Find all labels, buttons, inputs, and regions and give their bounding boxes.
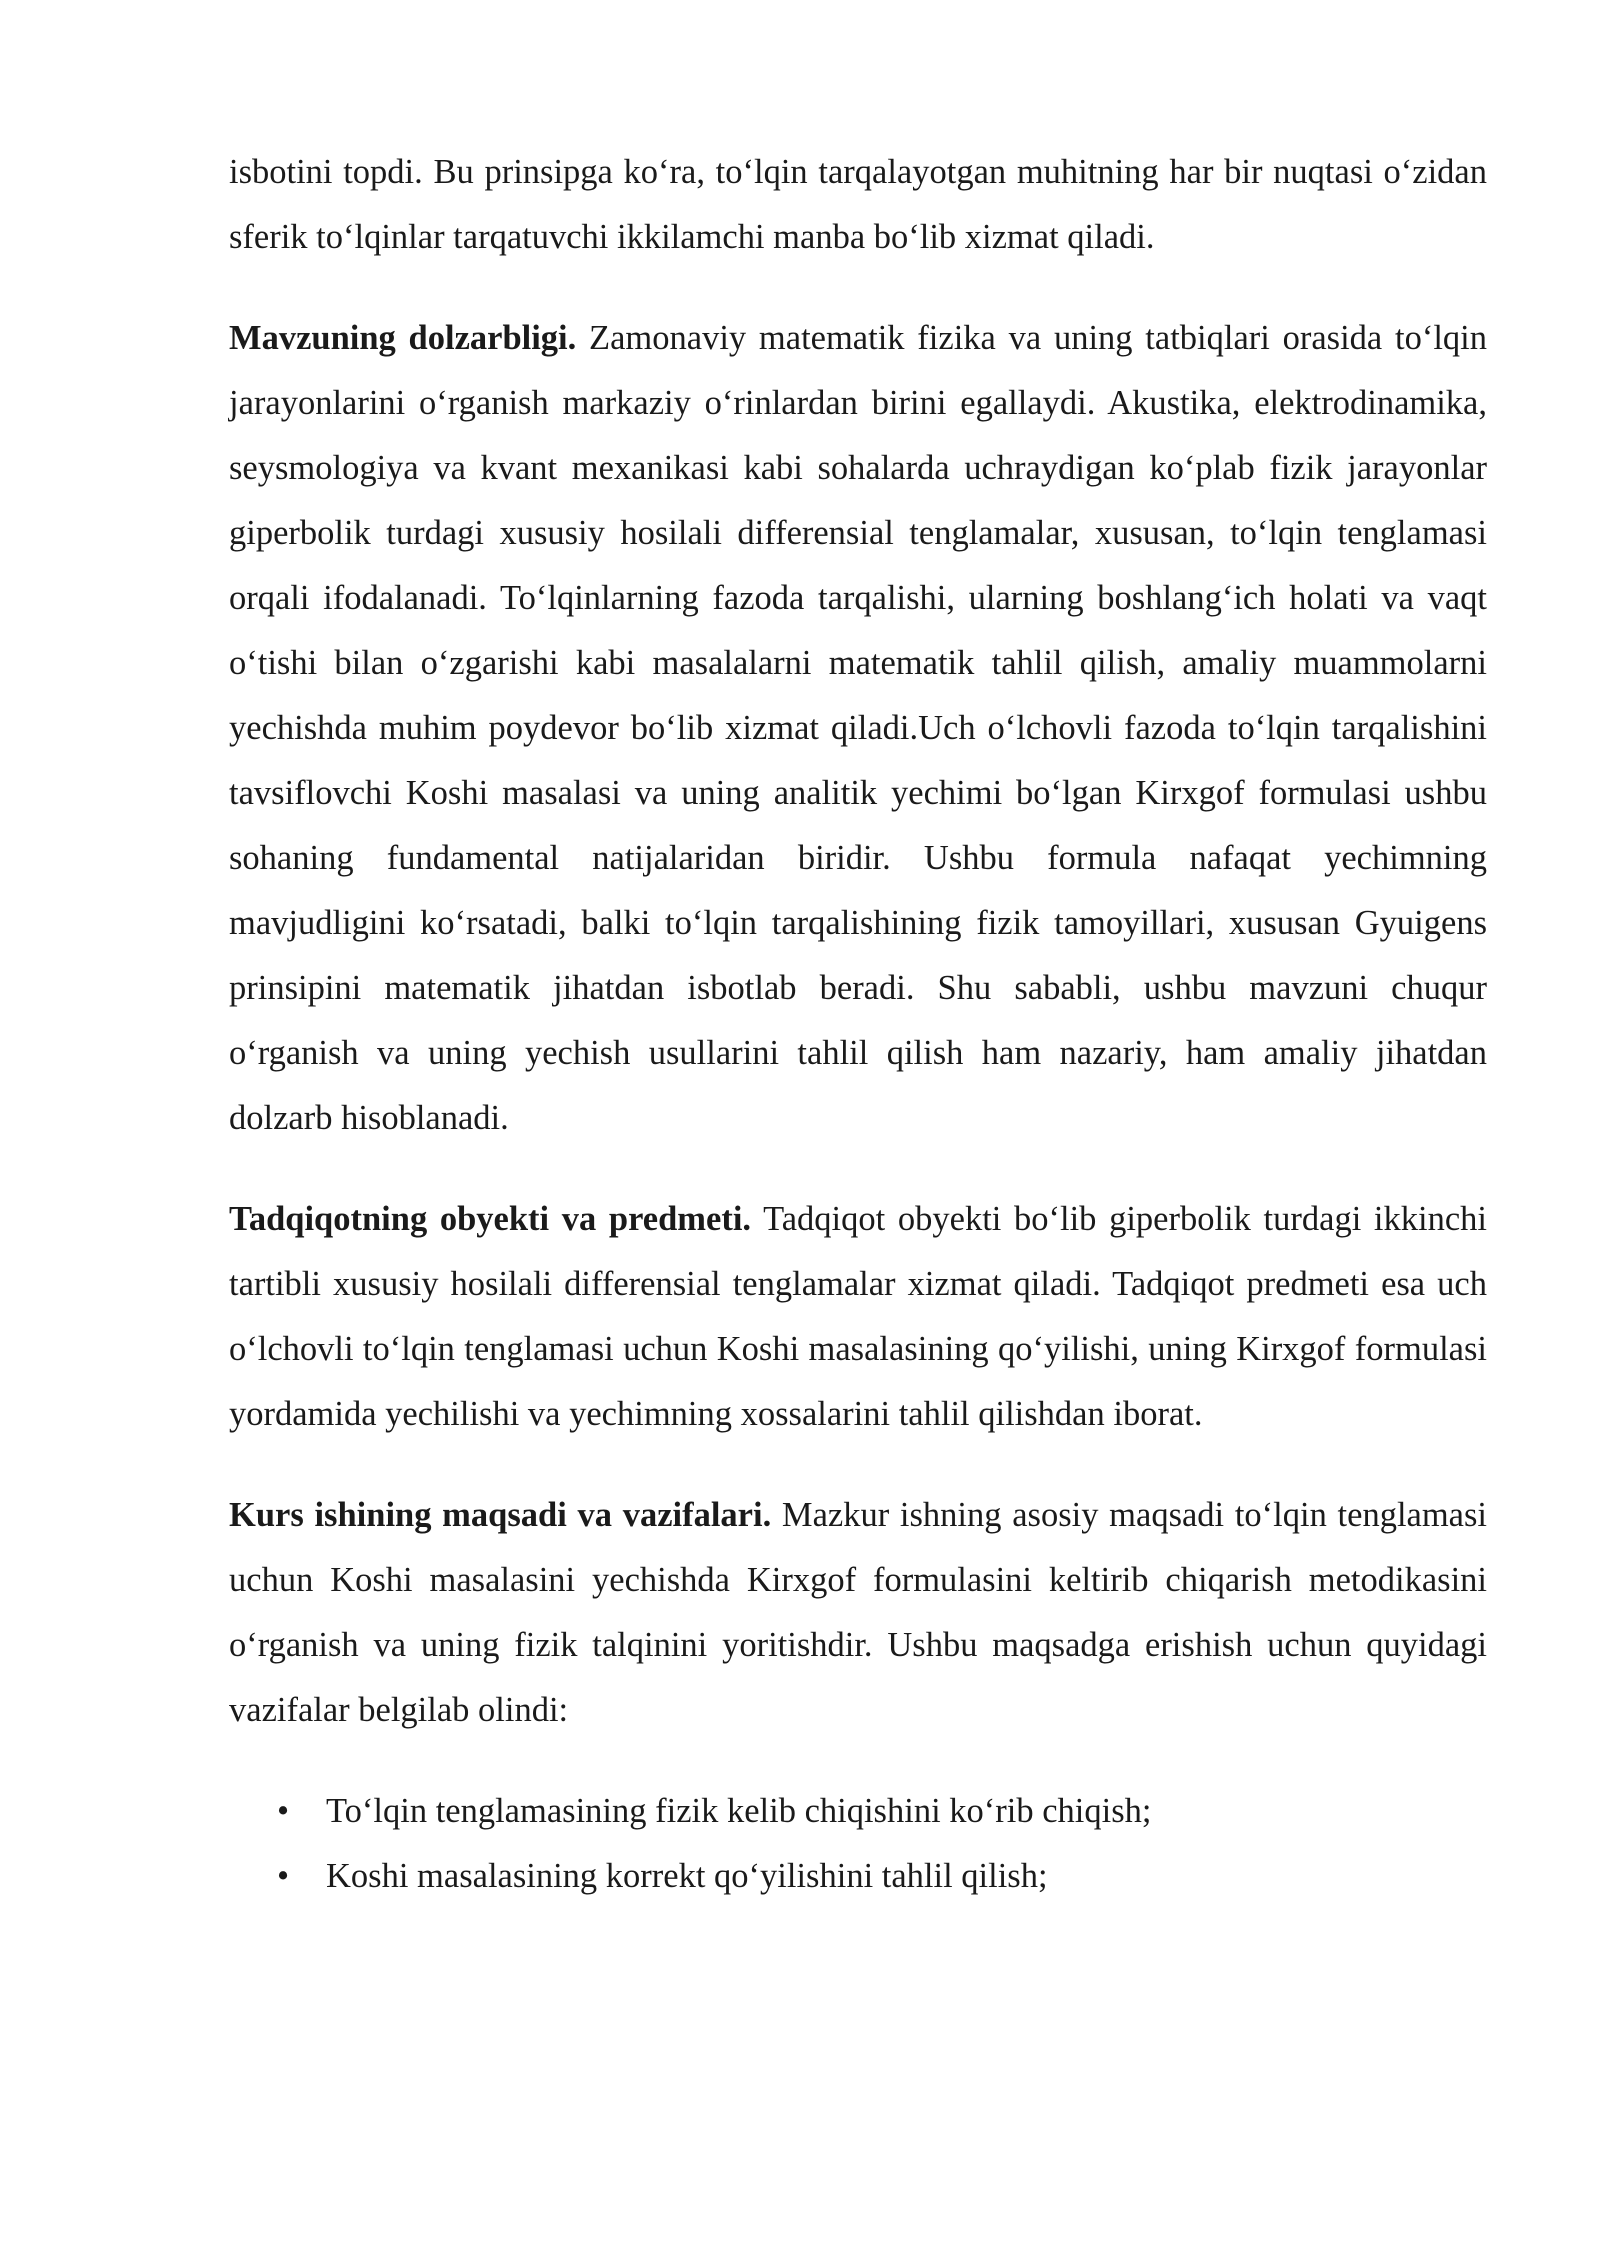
paragraph-text: Mazkur ishning asosiy maqsadi toʻlqin tenglamasi uchun Koshi masalasini yechishda Kirxgof formulasini keltirib chiqarish metodikasini oʻrganish va uning fizik talqinini yoritishdir. Ushbu maqsadga erishish uchun quyidagi vazifalar belgilab olindi: xyxy=(229,1496,1487,1729)
list-item-text: Koshi masalasining korrekt qoʻyilishini tahlil qilish; xyxy=(326,1857,1048,1895)
paragraph-text: Zamonaviy matematik fizika va uning tatbiqlari orasida toʻlqin jarayonlarini oʻrganish markaziy oʻrinlardan birini egallaydi. Akustika, elektrodinamika, seysmologiya va kvant mexanikasi kabi sohalarda uchraydigan koʻplab fizik jarayonlar giperbolik turdagi xususiy hosilali differensial tenglamalar, xususan, toʻlqin tenglamasi orqali ifodalanadi. Toʻlqinlarning fazoda tarqalishi, ularning boshlangʻich holati va vaqt oʻtishi bilan oʻzgarishi kabi masalalarni matematik tahlil qilish, amaliy muammolarni yechishda muhim poydevor boʻlib xizmat qiladi.Uch oʻlchovli fazoda toʻlqin tarqalishini tavsiflovchi Koshi masalasi va uning analitik yechimi boʻlgan Kirxgof formulasi ushbu sohaning fundamental natijalaridan biridir. Ushbu formula nafaqat yechimning mavjudligini koʻrsatadi, balki toʻlqin tarqalishining fizik tamoyillari, xususan Gyuigens prinsipini matematik jihatdan isbotlab beradi. Shu sababli, ushbu mavzuni chuqur oʻrganish va uning yechish usullarini tahlil qilish ham nazariy, ham amaliy jihatdan dolzarb hisoblanadi. xyxy=(229,319,1487,1137)
section-heading-relevance: Mavzuning dolzarbligi. xyxy=(229,319,577,357)
paragraph-text: isbotini topdi. Bu prinsipga koʻra, toʻlqin tarqalayotgan muhitning har bir nuqtasi oʻzidan sferik toʻlqinlar tarqatuvchi ikkilamchi manba boʻlib xizmat qiladi. xyxy=(229,153,1487,256)
paragraph-relevance xyxy=(229,306,1487,1151)
paragraph-goals-tasks xyxy=(229,1483,1487,1743)
document-page xyxy=(229,140,1487,1909)
paragraph-intro-continuation xyxy=(229,140,1487,270)
bullet-icon: • xyxy=(277,1857,290,1895)
task-list xyxy=(229,1779,1487,1909)
paragraph-text: Tadqiqot obyekti boʻlib giperbolik turdagi ikkinchi tartibli xususiy hosilali differensial tenglamalar xizmat qiladi. Tadqiqot predmeti esa uch oʻlchovli toʻlqin tenglamasi uchun Koshi masalasining qoʻyilishi, uning Kirxgof formulasi yordamida yechilishi va yechimning xossalarini tahlil qilishdan iborat. xyxy=(229,1200,1487,1433)
section-heading-goals-tasks: Kurs ishining maqsadi va vazifalari. xyxy=(229,1496,772,1534)
list-item-text: Toʻlqin tenglamasining fizik kelib chiqishini koʻrib chiqish; xyxy=(326,1792,1152,1830)
paragraph-object-subject xyxy=(229,1187,1487,1447)
list-item xyxy=(229,1844,1487,1909)
list-item xyxy=(229,1779,1487,1844)
section-heading-object-subject: Tadqiqotning obyekti va predmeti. xyxy=(229,1200,752,1238)
bullet-icon: • xyxy=(277,1792,290,1830)
